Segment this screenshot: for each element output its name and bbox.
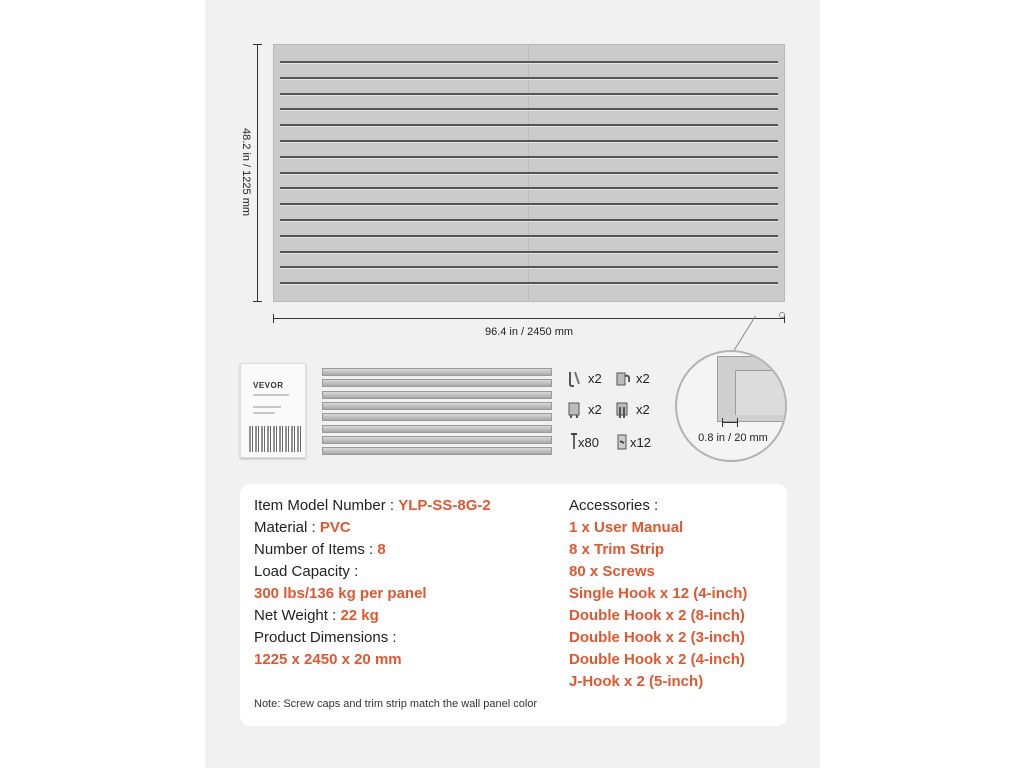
trim-strip — [322, 391, 552, 399]
specifications-card — [240, 484, 787, 726]
double-hook-medium-quantity: x2 — [636, 402, 650, 417]
double-hook-medium-icon — [614, 401, 630, 419]
height-dimension-label: 48.2 in / 1225 mm — [240, 127, 252, 217]
model-number-row — [254, 497, 491, 514]
manual-brand-logo: VEVOR — [253, 381, 284, 390]
manual-text-line — [253, 406, 281, 408]
item-count-value: 8 — [377, 541, 386, 558]
panel-slot — [280, 235, 778, 238]
double-hook-long-quantity: x2 — [636, 371, 650, 386]
panel-slot — [280, 251, 778, 254]
thickness-dimension-line — [722, 422, 738, 423]
product-dimensions-label: Product Dimensions : — [254, 629, 397, 646]
panel-slot — [280, 187, 778, 190]
accessory-item: Double Hook x 2 (3-inch) — [569, 629, 745, 646]
zoom-anchor-dot — [779, 312, 785, 318]
accessory-item: 80 x Screws — [569, 563, 655, 580]
panel-slot — [280, 140, 778, 143]
panel-slot — [280, 77, 778, 80]
manual-text-line — [253, 394, 289, 396]
width-dimension-label: 96.4 in / 2450 mm — [484, 326, 574, 338]
material-value: PVC — [319, 519, 351, 536]
manual-text-line — [253, 412, 275, 414]
item-count-label: Number of Items : — [254, 541, 374, 558]
net-weight-label: Net Weight : — [254, 607, 337, 624]
double-hook-short-quantity: x2 — [588, 402, 602, 417]
accessory-item: Double Hook x 2 (4-inch) — [569, 651, 745, 668]
product-dimensions-value: 1225 x 2450 x 20 mm — [254, 651, 402, 668]
screw-quantity: x80 — [578, 435, 599, 450]
accessory-item: 1 x User Manual — [569, 519, 684, 536]
manual-barcode — [249, 426, 301, 452]
color-match-note: Note: Screw caps and trim strip match the wall panel color — [254, 698, 538, 710]
slatwall-panel-image — [273, 44, 785, 302]
trim-strip — [322, 436, 552, 444]
accessory-item: Double Hook x 2 (8-inch) — [569, 607, 745, 624]
panel-slot — [280, 172, 778, 175]
single-hook-quantity: x12 — [630, 435, 651, 450]
item-count-row — [254, 541, 386, 558]
accessory-item: 8 x Trim Strip — [569, 541, 665, 558]
panel-slot — [280, 219, 778, 222]
j-hook-icon — [566, 370, 582, 388]
double-hook-long-icon — [614, 370, 630, 388]
single-hook-icon — [614, 433, 630, 451]
load-capacity-value: 300 lbs/136 kg per panel — [254, 585, 427, 602]
panel-slot — [280, 108, 778, 111]
trim-strip — [322, 447, 552, 455]
net-weight-row — [254, 607, 379, 624]
panel-slot — [280, 61, 778, 64]
net-weight-value: 22 kg — [340, 607, 379, 624]
model-number-value: YLP-SS-8G-2 — [398, 497, 491, 514]
panel-slot — [280, 124, 778, 127]
trim-strip — [322, 379, 552, 387]
trim-strip — [322, 368, 552, 376]
material-label: Material : — [254, 519, 316, 536]
trim-strip — [322, 413, 552, 421]
trim-strip — [322, 425, 552, 433]
accessory-item: J-Hook x 2 (5-inch) — [569, 673, 704, 690]
panel-slot — [280, 93, 778, 96]
accessories-label: Accessories : — [569, 497, 659, 514]
panel-slot — [280, 156, 778, 159]
load-capacity-label: Load Capacity : — [254, 563, 359, 580]
width-dimension-line — [273, 318, 785, 319]
trim-strip — [322, 402, 552, 410]
thickness-detail-circle — [675, 350, 787, 462]
height-dimension-line — [257, 44, 258, 302]
panel-slot — [280, 203, 778, 206]
panel-slot — [280, 266, 778, 269]
thickness-dimension-label: 0.8 in / 20 mm — [698, 432, 768, 444]
model-number-label: Item Model Number : — [254, 497, 395, 514]
panel-edge-inner — [735, 370, 787, 415]
double-hook-short-icon — [566, 401, 582, 419]
j-hook-quantity: x2 — [588, 371, 602, 386]
user-manual-image — [240, 363, 306, 458]
accessory-item: Single Hook x 12 (4-inch) — [569, 585, 748, 602]
panel-slot — [280, 282, 778, 285]
material-row — [254, 519, 351, 536]
